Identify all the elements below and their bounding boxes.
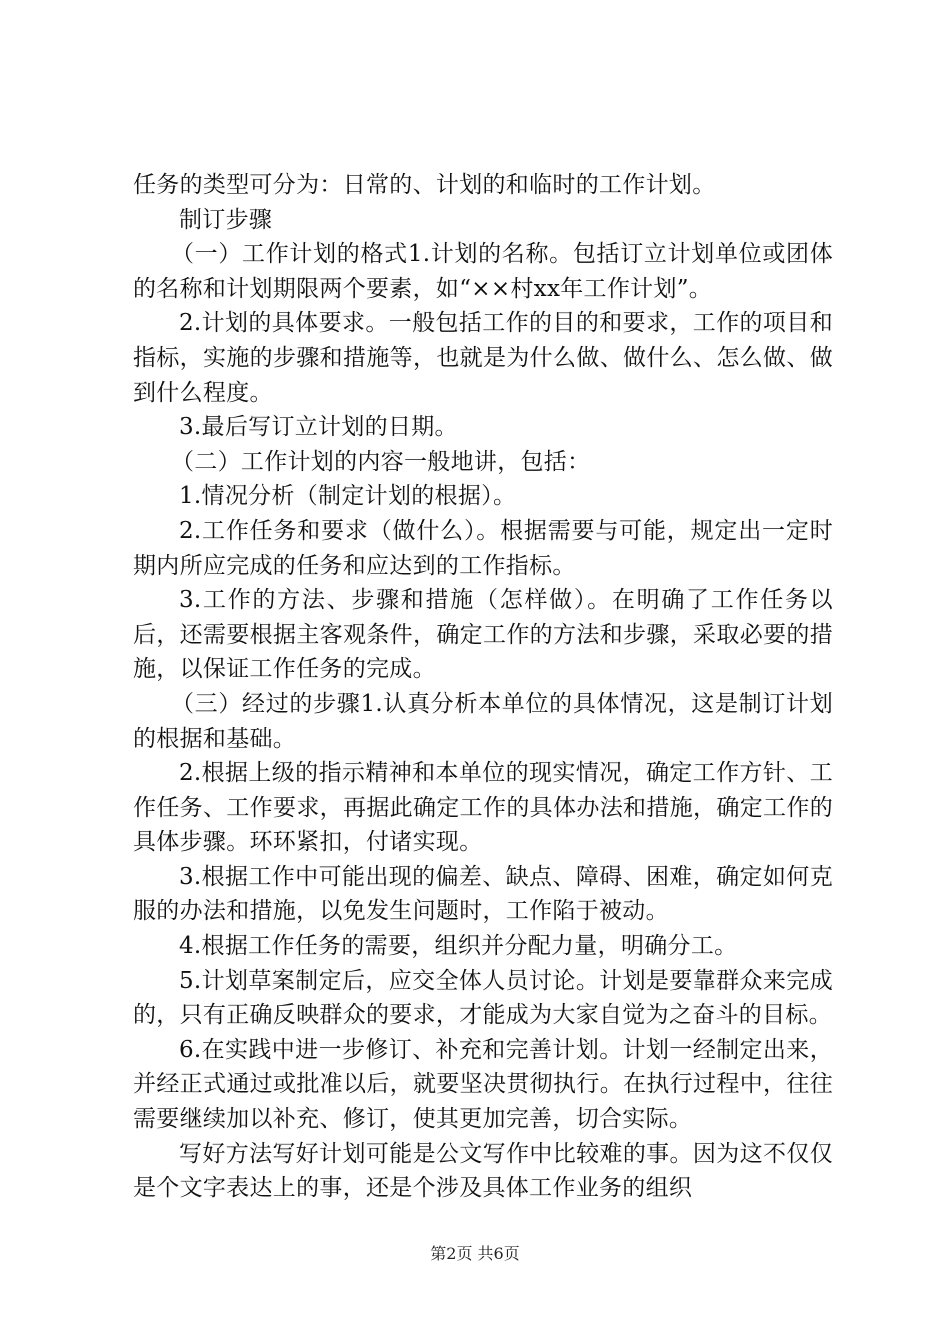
page-footer	[0, 1244, 950, 1264]
document-body	[133, 168, 833, 1206]
paragraph-process-1: （三）经过的步骤1.认真分析本单位的具体情况，这是制订计划的根据和基础。	[133, 690, 833, 752]
paragraph-process-6: 6.在实践中进一步修订、补充和完善计划。计划一经制定出来，并经正式通过或批准以后，就要坚决贯彻执行。在执行过程中，往往需要继续加以补充、修订，使其更加完善，切合实际。	[133, 1036, 833, 1133]
paragraph-format-3: 3.最后写订立计划的日期。	[179, 414, 458, 441]
paragraph-writing-method: 写好方法写好计划可能是公文写作中比较难的事。因为这不仅仅是个文字表达上的事，还是个涉及具体工作业务的组织	[133, 1140, 833, 1202]
paragraph-process-4: 4.根据工作任务的需要，组织并分配力量，明确分工。	[179, 933, 738, 960]
paragraph-content-2: 2.工作任务和要求（做什么）。根据需要与可能，规定出一定时期内所应完成的任务和应达到的工作指标。	[133, 517, 833, 579]
paragraph-format-1: （一）工作计划的格式1.计划的名称。包括订立计划单位或团体的名称和计划期限两个要素，如“××村xx年工作计划”。	[133, 241, 833, 302]
paragraph-process-3: 3.根据工作中可能出现的偏差、缺点、障碍、困难，确定如何克服的办法和措施，以免发生问题时，工作陷于被动。	[133, 863, 833, 925]
page-number-label: 第2页 共6页	[430, 1244, 520, 1263]
paragraph-content-3: 3.工作的方法、步骤和措施（怎样做）。在明确了工作任务以后，还需要根据主客观条件，确定工作的方法和步骤，采取必要的措施，以保证工作任务的完成。	[133, 587, 833, 683]
paragraph-heading-steps: 制订步骤	[179, 206, 273, 233]
paragraph-task-types: 任务的类型可分为：日常的、计划的和临时的工作计划。	[133, 172, 716, 198]
paragraph-process-2: 2.根据上级的指示精神和本单位的现实情况，确定工作方针、工作任务、工作要求，再据此确定工作的具体办法和措施，确定工作的具体步骤。环环紧扣，付诸实现。	[133, 760, 833, 856]
paragraph-process-5: 5.计划草案制定后，应交全体人员讨论。计划是要靠群众来完成的，只有正确反映群众的要求，才能成为大家自觉为之奋斗的目标。	[133, 967, 833, 1029]
paragraph-content-1: 1.情况分析（制定计划的根据）。	[179, 483, 517, 510]
paragraph-format-2: 2.计划的具体要求。一般包括工作的目的和要求，工作的项目和指标，实施的步骤和措施等，也就是为什么做、做什么、怎么做、做到什么程度。	[133, 310, 833, 406]
paragraph-content-heading: （二）工作计划的内容一般地讲，包括：	[171, 448, 591, 475]
